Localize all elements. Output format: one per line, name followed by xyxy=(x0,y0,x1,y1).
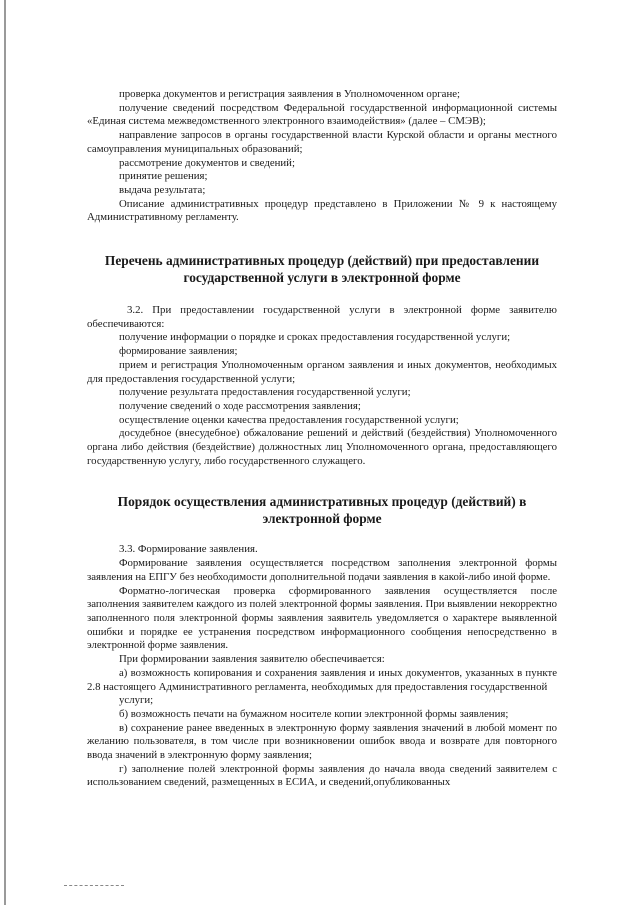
section-heading: Перечень административных процедур (действий) при предоставлении государственной услуги в электронной форме xyxy=(104,253,540,285)
section-heading: Порядок осуществления административных процедур (действий) в электронной форме xyxy=(117,494,527,526)
document-page xyxy=(87,88,557,790)
scan-left-edge xyxy=(4,0,6,905)
paragraph: получение сведений о ходе рассмотрения заявления; xyxy=(119,399,361,412)
paragraph: г) заполнение полей электронной формы заявления до начала ввода сведений заявителем с использованием сведений, размещенных в ЕСИА, и сведений,опубликованных xyxy=(87,762,557,789)
paragraph: получение результата предоставления государственной услуги; xyxy=(119,386,411,399)
paragraph: Описание административных процедур представлено в Приложении № 9 к настоящему Административному регламенту. xyxy=(87,197,557,224)
paragraph: а) возможность копирования и сохранения заявления и иных документов, указанных в пункте 2.8 настоящего Административного регламента, необходимых для предоставления государственной xyxy=(87,666,557,693)
paragraph: 3.3. Формирование заявления. xyxy=(119,543,258,556)
paragraph: проверка документов и регистрация заявления в Уполномоченном органе; xyxy=(119,88,461,100)
paragraph: б) возможность печати на бумажном носителе копии электронной формы заявления; xyxy=(119,707,509,720)
paragraph: получение сведений посредством Федеральной государственной информационной системы «Единая система межведомственного электронного взаимодействия» (далее – СМЭВ); xyxy=(87,101,557,128)
paragraph: досудебное (внесудебное) обжалование решений и действий (бездействия) Уполномоченного органа либо действия (бездействие) должностных лиц Уполномоченного органа, предоставляющего государственную услугу, либо государственного служащего. xyxy=(87,427,557,467)
paragraph: получение информации о порядке и сроках предоставления государственной услуги; xyxy=(119,331,511,344)
paragraph: направление запросов в органы государственной власти Курской области и органы местного самоуправления муниципальных образований; xyxy=(87,129,557,155)
paragraph: услуги; xyxy=(119,694,154,707)
paragraph: прием и регистрация Уполномоченным органом заявления и иных документов, необходимых для предоставления государственной услуги; xyxy=(87,358,557,385)
paragraph: Форматно-логическая проверка сформированного заявления осуществляется после заполнения заявителем каждого из полей электронной формы заявления. При выявлении некорректно заполненного поля электронной формы заявления заявитель уведомляется о характере выявленной ошибки и порядке ее устранения посредством информационного сообщения непосредственно в электронной форме заявления. xyxy=(87,584,557,652)
paragraph: рассмотрение документов и сведений; xyxy=(119,156,295,169)
paragraph: в) сохранение ранее введенных в электронную форму заявления значений в любой момент по желанию пользователя, в том числе при возникновении ошибок ввода и возврате для повторного ввода значений в электронную форму заявления; xyxy=(87,721,557,762)
paragraph: выдача результата; xyxy=(119,183,206,196)
paragraph: Формирование заявления осуществляется посредством заполнения электронной формы заявления на ЕПГУ без необходимости дополнительной подачи заявления в какой-либо иной форме. xyxy=(87,557,557,583)
page-footer-mark xyxy=(64,885,124,886)
paragraph: При формировании заявления заявителю обеспечивается: xyxy=(119,653,385,666)
paragraph: осуществление оценки качества предоставления государственной услуги; xyxy=(119,413,459,426)
paragraph: принятие решения; xyxy=(119,170,208,183)
paragraph: формирование заявления; xyxy=(119,345,238,358)
paragraph: 3.2. При предоставлении государственной услуги в электронной форме заявителю обеспечиваются: xyxy=(87,304,557,330)
